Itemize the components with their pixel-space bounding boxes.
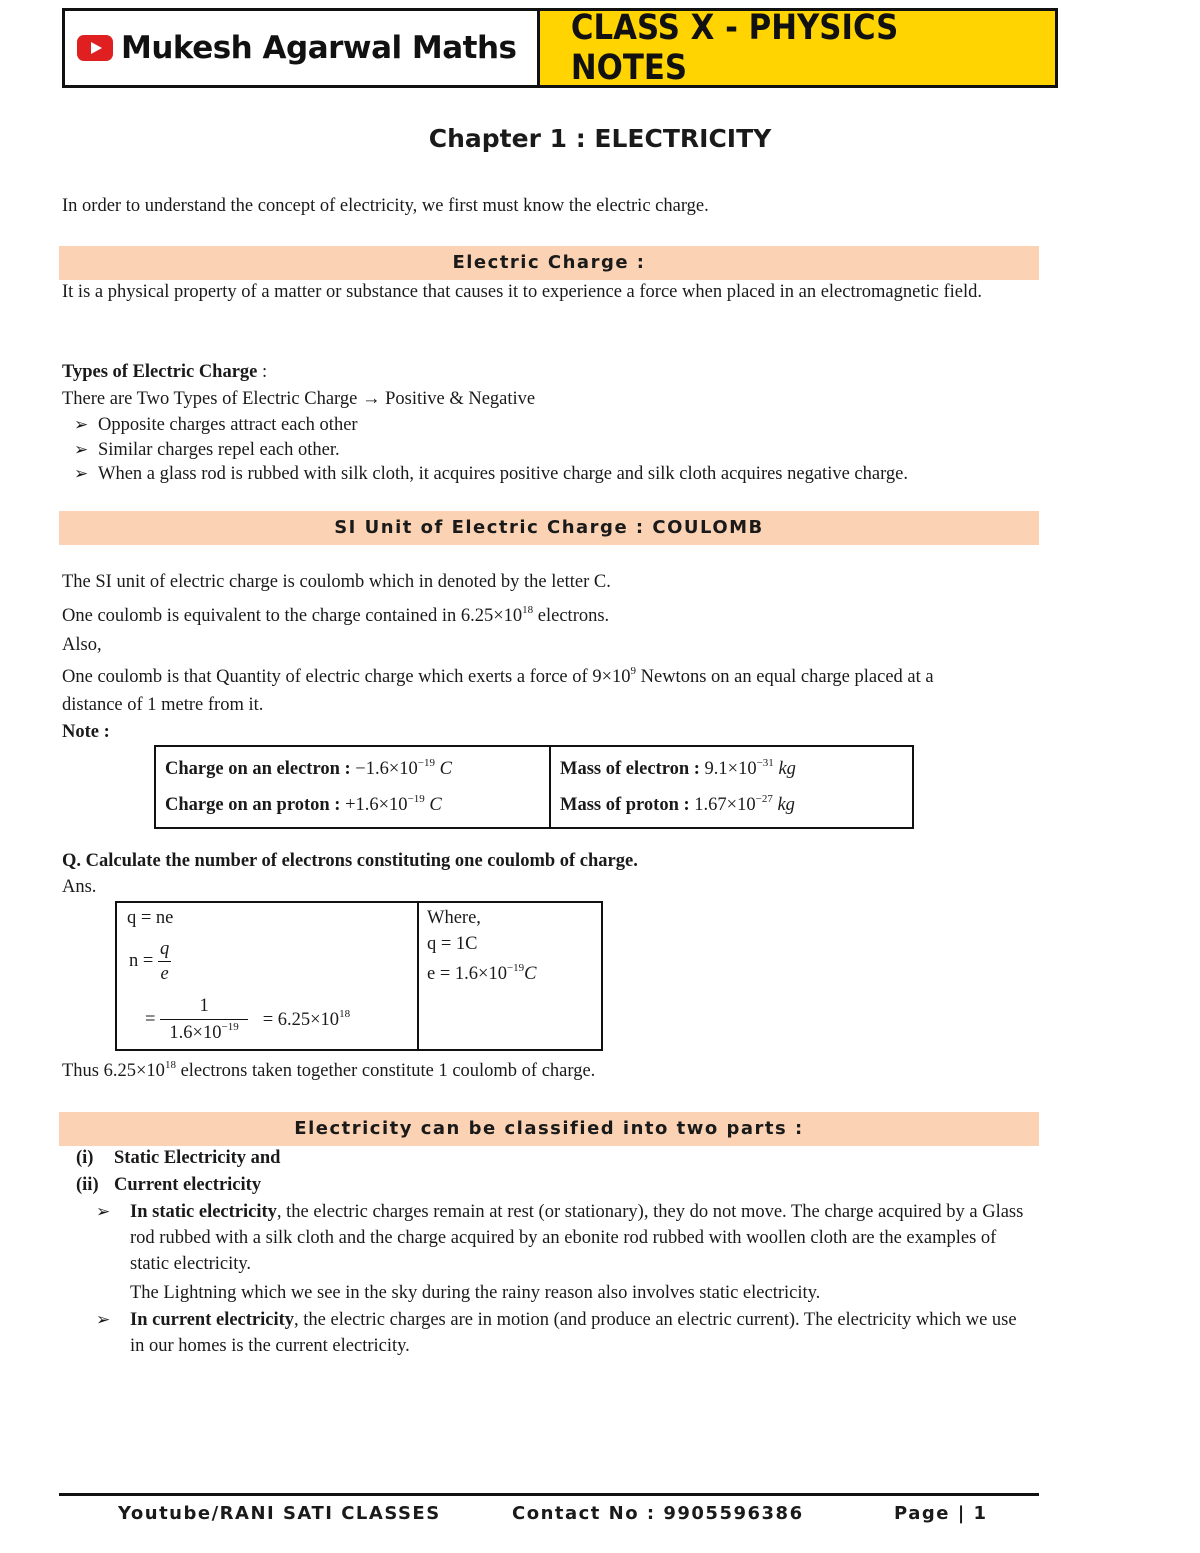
arrow-bullet-icon: ➢ [96,1202,111,1221]
electron-mass-label: Mass of electron : [560,759,700,779]
eq2-lhs: n = [129,950,154,971]
types-heading [62,359,267,385]
result-mantissa: = 6.25×10 [262,1009,340,1030]
unit: C [524,964,537,984]
electron-charge-label: Charge on an electron : [165,759,351,779]
proton-mass-value: 1.67×10 [694,795,756,815]
page-header [62,8,1058,88]
electron-charge-value: −1.6×10 [355,759,418,779]
where-e-value: e = 1.6×10 [427,964,507,984]
section-heading-electric-charge: Electric Charge : [59,246,1039,280]
denominator: e [160,964,169,984]
footer-youtube: Youtube/RANI SATI CLASSES [118,1503,441,1524]
unit: C [429,795,442,815]
current-text: , the electric charges are in motion (and produce an electric current). The electricity which we use in our homes is the current electricity. [130,1310,1017,1356]
si-line-2-pre: One coulomb is equivalent to the charge contained in [62,606,457,626]
list-item-text: Opposite charges attract each other [98,415,358,435]
si-line-2-post: electrons. [537,606,610,626]
si-line-2 [62,603,609,629]
si-line-3-post: Newtons on an equal charge placed at a [640,667,934,687]
answer-label: Ans. [62,877,97,897]
youtube-play-icon [77,35,113,61]
types-label: Types of Electric Charge [62,362,258,382]
unit: C [439,759,452,779]
result-value [262,1007,351,1030]
current-electricity-paragraph [96,1307,1030,1359]
value-9e9: 9×10 [592,667,631,687]
charge-cell [155,746,550,828]
exponent: 18 [522,604,534,616]
list-item [74,437,340,463]
question-text: Q. Calculate the number of electrons constituting one coulomb of charge. [62,851,638,871]
exponent: −19 [221,1021,239,1033]
solution-divider [417,903,419,1049]
thus-post: electrons taken together constitute 1 coulomb of charge. [180,1061,596,1081]
item-number: (ii) [76,1175,99,1195]
equation-n-q-e [129,937,171,986]
static-electricity-paragraph [96,1199,1030,1277]
list-item [76,1172,261,1198]
exponent: 18 [339,1007,351,1020]
si-line-1: The SI unit of electric charge is coulomb which in denoted by the letter C. [62,572,611,592]
electron-mass [560,751,903,787]
exponent: −31 [756,757,774,769]
note-label: Note : [62,722,110,742]
thus-line [62,1058,595,1084]
fraction-q-e [158,937,171,986]
types-line: There are Two Types of Electric Charge → Positive & Negative [62,389,536,409]
proton-charge-value: +1.6×10 [345,795,408,815]
where-label: Where, [427,908,481,928]
exponent: −19 [506,962,525,974]
footer-contact: Contact No : 9905596386 [512,1503,804,1524]
static-text: , the electric charges remain at rest (or stationary), they do not move. The charge acquired by a Glass rod rubbed with a silk cloth and the charge acquired by an ebonite rod rubbed with woollen cloth are the examples of static electricity. [130,1202,1024,1274]
constants-table [154,745,914,829]
proton-charge [165,787,540,823]
footer-page-number: Page | 1 [894,1503,988,1524]
proton-charge-label: Charge on an proton : [165,795,341,815]
where-q: q = 1C [427,934,478,954]
brand-block [65,11,537,85]
footer-divider [59,1493,1039,1496]
numerator: 1 [160,993,248,1020]
intro-text: In order to understand the concept of electricity, we first must know the electric charge. [62,196,709,216]
exponent: 9 [630,665,636,677]
current-bold: In current electricity [130,1310,295,1330]
charge-definition: It is a physical property of a matter or substance that causes it to experience a force when placed in an electromagnetic field. [62,282,982,302]
list-item [74,412,358,438]
thus-pre: Thus [62,1061,99,1081]
unit: kg [778,759,796,779]
class-title: CLASS X - PHYSICS NOTES [570,8,899,88]
where-e [427,961,537,987]
static-bold: In static electricity [130,1202,277,1222]
si-line-3 [62,664,1062,690]
exponent: 18 [164,1059,176,1071]
exponent: −27 [755,793,773,805]
value-6-25e18: 6.25×10 [460,606,523,626]
list-item [74,461,909,487]
brand-name: Mukesh Agarwal Maths [121,30,517,66]
arrow-bullet-icon: ➢ [96,1310,111,1329]
si-line-3-cont: distance of 1 metre from it. [62,695,264,715]
list-item-text: Similar charges repel each other. [98,440,340,460]
solution-box [115,901,603,1051]
electron-charge [165,751,540,787]
equation-q-ne: q = ne [127,908,174,928]
exponent: −19 [407,793,425,805]
list-item-text: When a glass rod is rubbed with silk cloth, it acquires positive charge and silk cloth acquires negative charge. [98,464,909,484]
types-colon: : [257,362,268,382]
arrow-bullet-icon: ➢ [74,464,89,483]
arrow-bullet-icon: ➢ [74,440,89,459]
fraction-1-over-e [160,993,248,1046]
equation-result [145,993,350,1046]
unit: kg [777,795,795,815]
item-label: Static Electricity and [114,1148,281,1168]
numerator: q [158,937,171,962]
also-text: Also, [62,635,102,655]
item-label: Current electricity [114,1175,262,1195]
electron-mass-value: 9.1×10 [704,759,757,779]
si-line-3-pre: One coulomb is that Quantity of electric charge which exerts a force of [62,667,588,687]
mass-cell [550,746,913,828]
section-heading-si-unit: SI Unit of Electric Charge : COULOMB [59,511,1039,545]
list-item [76,1145,280,1171]
exponent: −19 [417,757,436,769]
arrow-bullet-icon: ➢ [74,415,89,434]
equals-sign: = [145,1009,156,1030]
class-title-block [537,8,1055,88]
chapter-title: Chapter 1 : ELECTRICITY [428,124,772,153]
lightning-text: The Lightning which we see in the sky during the rainy reason also involves static electricity. [130,1283,821,1303]
denominator [160,1020,248,1046]
proton-mass [560,787,903,823]
item-number: (i) [76,1148,94,1168]
denominator-value: 1.6×10 [169,1023,222,1043]
thus-value: 6.25×10 [103,1061,165,1081]
proton-mass-label: Mass of proton : [560,795,690,815]
section-heading-classification: Electricity can be classified into two parts : [59,1112,1039,1146]
